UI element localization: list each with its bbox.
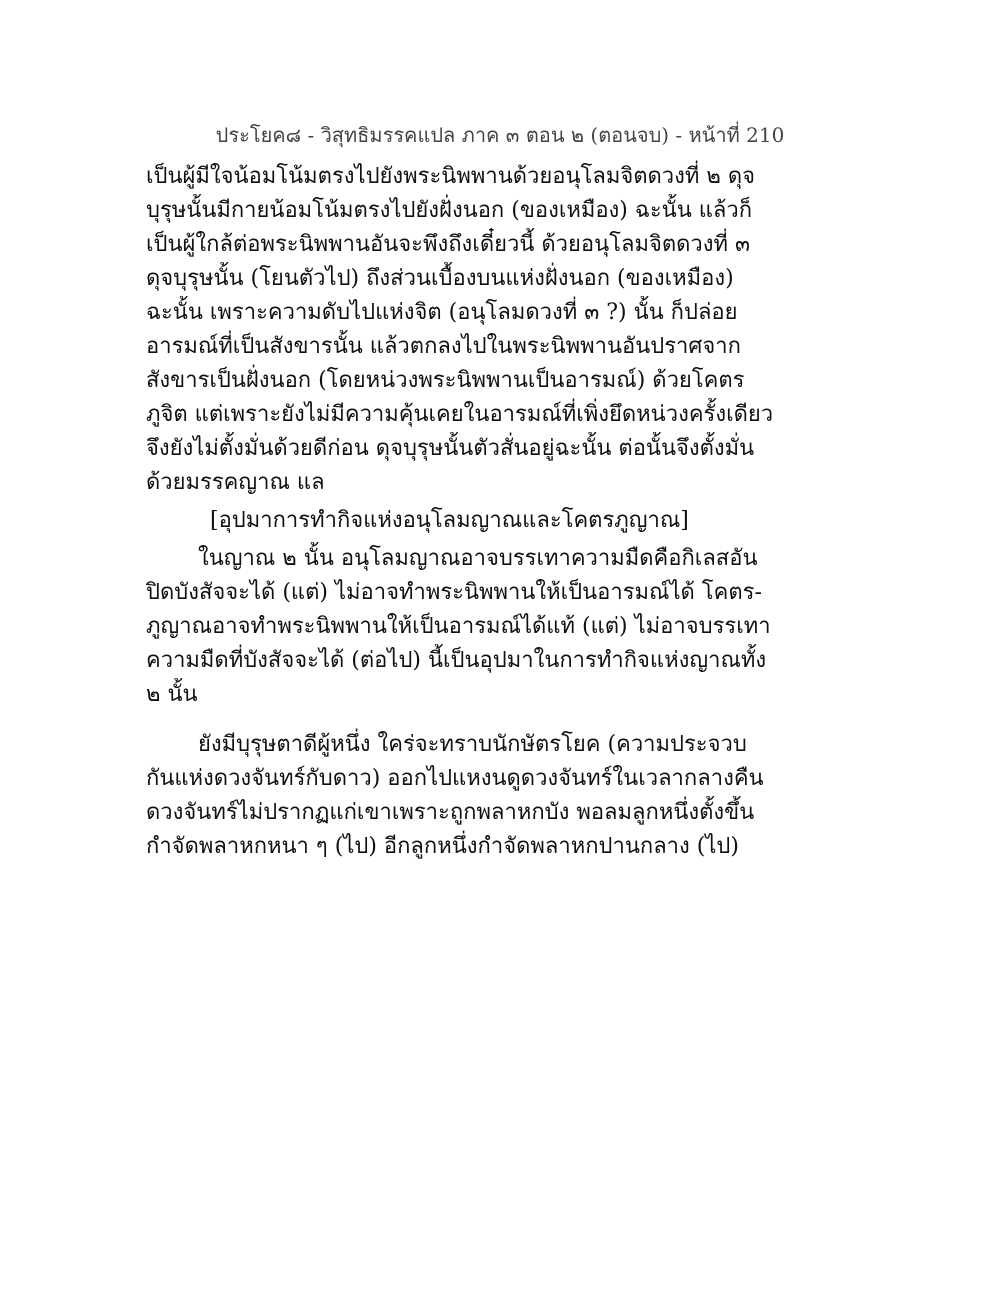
text-line: ดุจบุรุษนั้น (โยนตัวไป) ถึงส่วนเบื้องบนแห่งฝั่งนอก (ของเหมือง) <box>146 266 734 291</box>
text-line: สังขารเป็นฝั่งนอก (โดยหน่วงพระนิพพานเป็นอารมณ์) ด้วยโคตร <box>146 368 745 393</box>
text-line: บุรุษนั้นมีกายน้อมโน้มตรงไปยังฝั่งนอก (ของเหมือง) ฉะนั้น แล้วก็ <box>146 198 753 223</box>
text-line: ภูญาณอาจทำพระนิพพานให้เป็นอารมณ์ได้แท้ (แต่) ไม่อาจบรรเทา <box>146 614 771 639</box>
text-line: ปิดบังสัจจะได้ (แต่) ไม่อาจทำพระนิพพานให้เป็นอารมณ์ได้ โคตร- <box>146 580 762 605</box>
paragraph-2 <box>146 542 856 712</box>
page-body <box>146 156 856 864</box>
paragraph-1 <box>146 160 856 500</box>
page-header: ประโยค๘ - วิสุทธิมรรคแปล ภาค ๓ ตอน ๒ (ตอนจบ) - หน้าที่ 210 <box>215 123 785 147</box>
text-line: เป็นผู้ใกล้ต่อพระนิพพานอันจะพึงถึงเดี๋ยวนี้ ด้วยอนุโลมจิตดวงที่ ๓ <box>146 232 751 257</box>
text-line: เป็นผู้มีใจน้อมโน้มตรงไปยังพระนิพพานด้วยอนุโลมจิตดวงที่ ๒ ดุจ <box>146 164 756 189</box>
text-line: กันแห่งดวงจันทร์กับดาว) ออกไปแหงนดูดวงจันทร์ในเวลากลางคืน <box>146 766 764 791</box>
text-line: ภูจิต แต่เพราะยังไม่มีความคุ้นเคยในอารมณ์ที่เพิ่งยึดหน่วงครั้งเดียว <box>146 402 774 427</box>
text-line: ในญาณ ๒ นั้น อนุโลมญาณอาจบรรเทาความมืดคือกิเลสอัน <box>198 546 758 571</box>
text-line: กำจัดพลาหกหนา ๆ (ไป) อีกลูกหนึ่งกำจัดพลาหกปานกลาง (ไป) <box>146 834 739 859</box>
text-line: ด้วยมรรคญาณ แล <box>146 470 325 495</box>
text-line: จึงยังไม่ตั้งมั่นด้วยดีก่อน ดุจบุรุษนั้นตัวสั่นอยู่ฉะนั้น ต่อนั้นจึงตั้งมั่น <box>146 436 755 461</box>
text-line: อารมณ์ที่เป็นสังขารนั้น แล้วตกลงไปในพระนิพพานอันปราศจาก <box>146 334 741 359</box>
text-line: ยังมีบุรุษตาดีผู้หนึ่ง ใคร่จะทราบนักษัตรโยค (ความประจวบ <box>198 732 747 757</box>
paragraph-3 <box>146 728 856 864</box>
text-line: ฉะนั้น เพราะความดับไปแห่งจิต (อนุโลมดวงที่ ๓ ?) นั้น ก็ปล่อย <box>146 300 738 325</box>
text-line: ๒ นั้น <box>146 682 198 707</box>
text-line: ความมืดที่บังสัจจะได้ (ต่อไป) นี้เป็นอุปมาในการทำกิจแห่งญาณทั้ง <box>146 648 767 673</box>
section-heading: [อุปมาการทำกิจแห่งอนุโลมญาณและโคตรภูญาณ] <box>210 508 689 533</box>
text-line: ดวงจันทร์ไม่ปรากฏแก่เขาเพราะถูกพลาหกบัง พอลมลูกหนึ่งตั้งขึ้น <box>146 800 755 825</box>
